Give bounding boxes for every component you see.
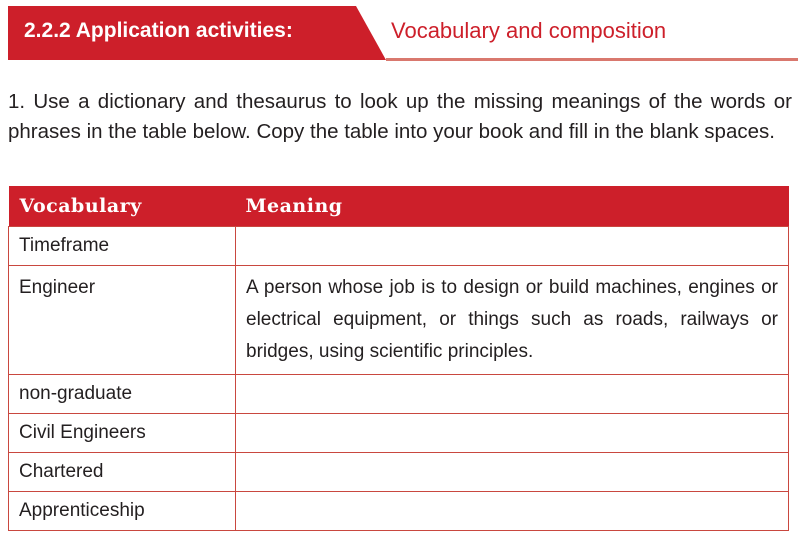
vocabulary-term: Engineer [9,266,236,375]
table-header-row [9,186,789,227]
section-banner [8,6,798,60]
vocabulary-term: Apprenticeship [9,492,236,531]
table-row [9,375,789,414]
banner-underline [386,58,798,61]
header-meaning: Meaning [236,186,789,227]
vocabulary-table [8,186,789,531]
meaning-cell [236,453,789,492]
activity-instruction: 1. Use a dictionary and thesaurus to look up the missing meanings of the words or phrases in the table below. Copy the table into your book and fill in the blank spaces. [8,90,792,143]
header-vocabulary: Vocabulary [9,186,236,227]
table-row [9,453,789,492]
vocabulary-term: Chartered [9,453,236,492]
table-row [9,266,789,375]
vocabulary-term: non-graduate [9,375,236,414]
table-row [9,414,789,453]
table-row [9,492,789,531]
section-subtitle: Vocabulary and composition [391,18,667,43]
meaning-cell [236,375,789,414]
meaning-cell [236,492,789,531]
vocabulary-term: Civil Engineers [9,414,236,453]
section-label: 2.2.2 Application activities: [24,19,293,42]
meaning-cell: A person whose job is to design or build machines, engines or electrical equipment, or things such as roads, railways or bridges, using scientific principles. [236,266,789,375]
meaning-cell [236,227,789,266]
meaning-cell [236,414,789,453]
table-row [9,227,789,266]
vocabulary-term: Timeframe [9,227,236,266]
